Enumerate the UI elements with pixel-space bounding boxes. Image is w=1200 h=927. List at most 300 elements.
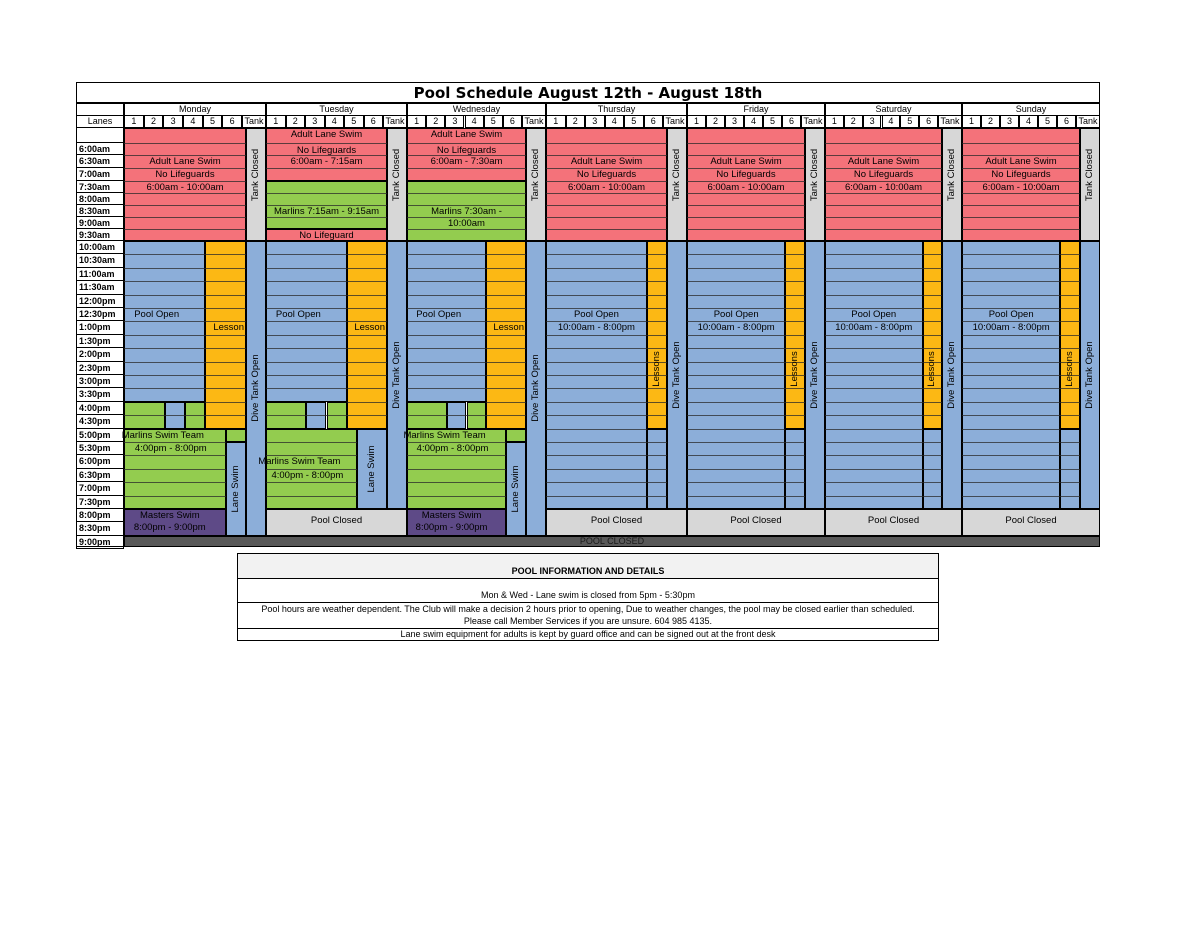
row-line <box>266 375 347 376</box>
time-label: 2:30pm <box>76 362 124 375</box>
row-line <box>266 415 347 416</box>
time-label: 4:30pm <box>76 415 124 428</box>
row-line <box>546 388 647 389</box>
row-line <box>266 442 357 443</box>
row-line <box>785 295 805 296</box>
time-label: 5:30pm <box>76 442 124 455</box>
day-header-sunday: Sunday <box>962 103 1100 116</box>
row-line <box>124 217 246 218</box>
row-line <box>687 205 805 206</box>
row-line <box>546 229 667 230</box>
row-line <box>124 281 205 282</box>
row-line <box>687 348 785 349</box>
lane-number: 6 <box>222 115 242 128</box>
lane-number: 5 <box>763 115 782 128</box>
row-line <box>407 482 506 483</box>
lane-number: 6 <box>644 115 664 128</box>
row-line <box>825 375 923 376</box>
row-line <box>825 295 923 296</box>
row-line <box>785 388 805 389</box>
dive-tank-open-label: Dive Tank Open <box>671 341 682 409</box>
row-line <box>347 362 387 363</box>
time-label: 9:30am <box>76 229 124 241</box>
row-line <box>546 217 667 218</box>
row-line <box>825 281 923 282</box>
row-line <box>546 362 647 363</box>
row-line <box>923 388 943 389</box>
row-line <box>266 193 387 194</box>
row-line <box>347 402 387 403</box>
row-line <box>785 321 805 322</box>
lane-number: 2 <box>144 115 164 128</box>
lane-number: 1 <box>962 115 981 128</box>
row-line <box>347 415 387 416</box>
row-line <box>687 496 785 497</box>
lane-number: 4 <box>325 115 345 128</box>
row-line <box>407 469 506 470</box>
row-line <box>266 362 347 363</box>
tank-closed-label: Tank Closed <box>809 148 820 201</box>
row-line <box>124 335 205 336</box>
time-label: 12:30pm <box>76 308 124 321</box>
time-label: 6:00pm <box>76 455 124 468</box>
time-label: 4:00pm <box>76 402 124 415</box>
pool-open-hours: 10:00am - 8:00pm <box>835 322 913 334</box>
row-line <box>486 348 526 349</box>
row-line <box>486 268 526 269</box>
row-line <box>647 455 667 456</box>
row-line <box>923 281 943 282</box>
tank-header: Tank <box>1076 115 1100 128</box>
row-line <box>962 375 1060 376</box>
no-lifeguards-label: No Lifeguards <box>576 169 637 180</box>
tank-header: Tank <box>383 115 407 128</box>
row-line <box>1060 402 1080 403</box>
time-label: 10:30am <box>76 254 124 267</box>
row-line <box>124 321 205 322</box>
lane-swim-label: Lane Swim <box>229 465 241 513</box>
row-line <box>407 193 526 194</box>
lane-number: 1 <box>124 115 144 128</box>
row-line <box>962 482 1060 483</box>
no-lifeguards-label: No Lifeguards <box>296 145 357 156</box>
time-label: 9:00am <box>76 217 124 229</box>
info-line-weather: Pool hours are weather dependent. The Club will make a decision 2 hours prior to opening, Due to weather changes, the pool may be closed earlier than scheduled. <box>261 604 915 614</box>
row-line <box>205 402 246 403</box>
row-line <box>825 442 923 443</box>
adult-swim-hours: 6:00am - 10:00am <box>707 182 785 193</box>
no-lifeguards-label: No Lifeguards <box>155 169 215 180</box>
time-label: 12:00pm <box>76 295 124 308</box>
row-line <box>825 496 923 497</box>
row-line <box>825 388 923 389</box>
pool-closed-label: Pool Closed <box>1005 515 1057 526</box>
row-line <box>962 388 1060 389</box>
row-line <box>647 415 667 416</box>
lane-number: 6 <box>782 115 801 128</box>
lane-number: 2 <box>844 115 863 128</box>
day-header-friday: Friday <box>687 103 825 116</box>
row-line <box>546 469 647 470</box>
lessons-label: Lessons <box>650 351 662 387</box>
lane-number: 5 <box>900 115 919 128</box>
time-label <box>76 128 124 143</box>
lessons-label: Lessons <box>789 351 801 387</box>
pool-open-label: Pool Open <box>988 309 1034 320</box>
adult-lane-swim-label: Adult Lane Swim <box>290 129 363 140</box>
lane-number: 5 <box>1038 115 1057 128</box>
row-line <box>825 482 923 483</box>
row-line <box>347 388 387 389</box>
no-lifeguard-label: No Lifeguard <box>299 230 354 241</box>
lane-number: 2 <box>286 115 306 128</box>
lanes-label: Lanes <box>76 115 124 128</box>
row-line <box>124 375 205 376</box>
time-label: 8:00pm <box>76 509 124 522</box>
row-line <box>486 415 526 416</box>
time-label: 3:30pm <box>76 388 124 401</box>
row-line <box>825 455 923 456</box>
adult-swim-hours: 6:00am - 7:30am <box>430 156 503 167</box>
pool-open-hours: 10:00am - 8:00pm <box>557 322 635 334</box>
row-line <box>785 482 805 483</box>
row-line <box>407 321 486 322</box>
lane-number: 4 <box>605 115 625 128</box>
row-line <box>266 348 347 349</box>
lesson-label: Lesson <box>213 322 244 334</box>
pool-open-label: Pool Open <box>275 309 321 320</box>
row-line <box>825 402 923 403</box>
row-line <box>785 496 805 497</box>
row-line <box>266 321 347 322</box>
lane-number: 6 <box>1057 115 1076 128</box>
no-lifeguards-label: No Lifeguards <box>991 169 1051 180</box>
pool-info-box <box>237 553 939 641</box>
row-line <box>687 402 785 403</box>
row-line <box>923 268 943 269</box>
row-line <box>266 168 387 169</box>
lesson-label: Lesson <box>354 322 385 334</box>
row-line <box>687 415 785 416</box>
time-label: 3:00pm <box>76 375 124 388</box>
adult-swim-hours: 6:00am - 10:00am <box>982 182 1060 193</box>
dive-tank-open-label: Dive Tank Open <box>530 354 541 423</box>
row-line <box>1060 254 1080 255</box>
dive-tank-open-label: Dive Tank Open <box>809 341 820 409</box>
row-line <box>124 388 205 389</box>
tank-closed-label: Tank Closed <box>1084 148 1095 201</box>
marlins-swim-team-label: Marlins Swim Team <box>403 429 486 441</box>
tank-closed-label: Tank Closed <box>946 148 957 201</box>
no-lifeguards-label: No Lifeguards <box>436 145 497 156</box>
row-line <box>205 388 246 389</box>
row-line <box>546 295 647 296</box>
row-line <box>546 375 647 376</box>
row-line <box>785 254 805 255</box>
time-label: 1:00pm <box>76 321 124 334</box>
row-line <box>687 388 785 389</box>
row-line <box>407 496 506 497</box>
row-line <box>546 442 647 443</box>
row-line <box>124 254 205 255</box>
row-line <box>407 415 486 416</box>
day-header-saturday: Saturday <box>825 103 962 116</box>
tank-header: Tank <box>522 115 546 128</box>
row-line <box>1060 281 1080 282</box>
pool-closed-label: Pool Closed <box>310 515 363 526</box>
lane-number: 6 <box>503 115 522 128</box>
row-line <box>962 281 1060 282</box>
row-line <box>546 205 667 206</box>
lesson-label: Lesson <box>493 322 524 334</box>
row-line <box>546 268 647 269</box>
row-line <box>124 348 205 349</box>
marlins-swim-team-label: Marlins Swim Team <box>258 456 341 468</box>
row-line <box>923 469 943 470</box>
pool-open-label: Pool Open <box>713 309 759 320</box>
time-label: 5:00pm <box>76 429 124 442</box>
row-line <box>124 415 205 416</box>
row-line <box>923 321 943 322</box>
row-line <box>407 455 506 456</box>
pool-open-label: Pool Open <box>416 309 462 320</box>
row-line <box>266 143 387 144</box>
lane-number: 3 <box>305 115 325 128</box>
row-line <box>205 348 246 349</box>
row-line <box>1060 268 1080 269</box>
time-label: 6:30pm <box>76 469 124 482</box>
row-line <box>407 254 486 255</box>
lane-number: 6 <box>364 115 384 128</box>
row-line <box>647 335 667 336</box>
row-line <box>205 268 246 269</box>
lane-number: 4 <box>744 115 763 128</box>
row-line <box>486 362 526 363</box>
time-label: 8:30pm <box>76 522 124 535</box>
pool-closed-label: Pool Closed <box>730 515 782 526</box>
row-line <box>407 295 486 296</box>
row-line <box>347 348 387 349</box>
day-header-thursday: Thursday <box>546 103 687 116</box>
row-line <box>687 442 785 443</box>
row-line <box>407 168 526 169</box>
adult-lane-swim-label: Adult Lane Swim <box>847 156 920 167</box>
time-label: 8:30am <box>76 205 124 217</box>
info-line-closure: Mon & Wed - Lane swim is closed from 5pm - 5:30pm <box>481 590 695 600</box>
row-line <box>785 469 805 470</box>
row-line <box>785 415 805 416</box>
row-line <box>962 496 1060 497</box>
lane-number: 5 <box>484 115 503 128</box>
row-line <box>486 295 526 296</box>
lane-number: 5 <box>203 115 223 128</box>
row-line <box>923 496 943 497</box>
lane-number: 3 <box>1000 115 1019 128</box>
day-header-monday: Monday <box>124 103 266 116</box>
row-line <box>825 217 942 218</box>
row-line <box>825 415 923 416</box>
row-line <box>486 375 526 376</box>
row-line <box>825 229 942 230</box>
pool-closed-bar-label: POOL CLOSED <box>579 535 645 546</box>
row-line <box>687 455 785 456</box>
row-line <box>347 375 387 376</box>
row-line <box>923 308 943 309</box>
row-line <box>266 335 347 336</box>
row-line <box>1060 442 1080 443</box>
row-line <box>407 375 486 376</box>
pool-closed-label: Pool Closed <box>867 515 920 526</box>
row-line <box>407 335 486 336</box>
lane-number: 2 <box>706 115 725 128</box>
row-line <box>205 335 246 336</box>
row-line <box>962 229 1080 230</box>
time-label: 6:00am <box>76 143 124 155</box>
row-line <box>124 229 246 230</box>
day-header-tuesday: Tuesday <box>266 103 407 116</box>
pool-open-label: Pool Open <box>573 309 619 320</box>
row-line <box>687 229 805 230</box>
row-line <box>687 482 785 483</box>
row-line <box>825 205 942 206</box>
row-line <box>546 415 647 416</box>
row-line <box>1060 388 1080 389</box>
lane-number: 4 <box>465 115 484 128</box>
time-label: 11:30am <box>76 281 124 294</box>
tank-header: Tank <box>242 115 266 128</box>
tank-header: Tank <box>938 115 962 128</box>
schedule-title: Pool Schedule August 12th - August 18th <box>76 82 1100 103</box>
row-line <box>266 254 347 255</box>
marlins-team-hours: 4:00pm - 8:00pm <box>271 469 344 481</box>
lane-number: 1 <box>266 115 286 128</box>
time-label: 7:00pm <box>76 482 124 495</box>
marlins-morning-label: Marlins 7:15am - 9:15am <box>273 206 380 217</box>
row-line <box>825 254 923 255</box>
row-line <box>962 268 1060 269</box>
row-line <box>205 362 246 363</box>
time-label: 2:00pm <box>76 348 124 361</box>
row-line <box>962 143 1080 144</box>
lane-number: 3 <box>585 115 605 128</box>
no-lifeguards-label: No Lifeguards <box>853 169 914 180</box>
lane-number: 1 <box>546 115 566 128</box>
row-line <box>687 469 785 470</box>
row-line <box>825 348 923 349</box>
row-line <box>825 335 923 336</box>
row-line <box>546 143 667 144</box>
marlins-morning-label: Marlins 7:30am - <box>431 206 502 217</box>
row-line <box>962 217 1080 218</box>
row-line <box>647 402 667 403</box>
row-line <box>1060 295 1080 296</box>
row-line <box>1060 335 1080 336</box>
row-line <box>647 295 667 296</box>
row-line <box>962 469 1060 470</box>
row-line <box>1060 455 1080 456</box>
row-line <box>923 415 943 416</box>
row-line <box>647 268 667 269</box>
row-line <box>647 469 667 470</box>
row-line <box>1060 348 1080 349</box>
time-label: 7:30am <box>76 181 124 193</box>
row-line <box>647 348 667 349</box>
row-line <box>205 281 246 282</box>
row-line <box>923 335 943 336</box>
time-label: 7:30pm <box>76 496 124 509</box>
row-line <box>962 402 1060 403</box>
row-line <box>1060 321 1080 322</box>
lane-swim-label: Lane Swim <box>365 445 377 493</box>
row-line <box>407 268 486 269</box>
row-line <box>647 281 667 282</box>
row-line <box>486 308 526 309</box>
pool-open-hours: 10:00am - 8:00pm <box>972 322 1050 334</box>
lane-number: 2 <box>566 115 586 128</box>
row-line <box>1060 415 1080 416</box>
adult-lane-swim-label: Adult Lane Swim <box>985 156 1057 167</box>
row-line <box>923 482 943 483</box>
pool-schedule <box>76 82 1100 547</box>
row-line <box>1060 308 1080 309</box>
adult-lane-swim-label: Adult Lane Swim <box>570 156 643 167</box>
row-line <box>962 254 1060 255</box>
row-line <box>923 254 943 255</box>
row-line <box>407 348 486 349</box>
row-line <box>962 205 1080 206</box>
adult-swim-hours: 6:00am - 10:00am <box>146 182 224 193</box>
row-line <box>785 455 805 456</box>
dive-tank-open-label: Dive Tank Open <box>250 354 261 423</box>
row-line <box>124 268 205 269</box>
row-line <box>647 254 667 255</box>
time-label: 9:00pm <box>76 536 124 549</box>
row-line <box>687 429 785 430</box>
row-line <box>546 496 647 497</box>
lane-swim-label: Lane Swim <box>510 465 522 513</box>
row-line <box>205 308 246 309</box>
row-line <box>407 388 486 389</box>
dive-tank-open-label: Dive Tank Open <box>946 341 957 409</box>
info-heading: POOL INFORMATION AND DETAILS <box>511 566 665 576</box>
lane-number: 3 <box>725 115 744 128</box>
row-line <box>647 321 667 322</box>
row-line <box>687 268 785 269</box>
row-line <box>546 455 647 456</box>
lane-number: 4 <box>882 115 901 128</box>
row-line <box>962 362 1060 363</box>
row-line <box>124 496 226 497</box>
row-line <box>407 143 526 144</box>
row-line <box>347 295 387 296</box>
marlins-swim-team-label: Marlins Swim Team <box>121 429 204 441</box>
row-line <box>546 254 647 255</box>
lane-number: 1 <box>407 115 426 128</box>
row-line <box>1060 496 1080 497</box>
row-line <box>923 348 943 349</box>
row-line <box>687 254 785 255</box>
row-line <box>407 281 486 282</box>
lane-number: 4 <box>1019 115 1038 128</box>
row-line <box>687 375 785 376</box>
row-line <box>962 442 1060 443</box>
row-line <box>546 402 647 403</box>
row-line <box>347 268 387 269</box>
time-label: 11:00am <box>76 268 124 281</box>
row-line <box>124 469 226 470</box>
info-line-contact: Please call Member Services if you are unsure. 604 985 4135. <box>463 616 713 626</box>
row-line <box>962 335 1060 336</box>
